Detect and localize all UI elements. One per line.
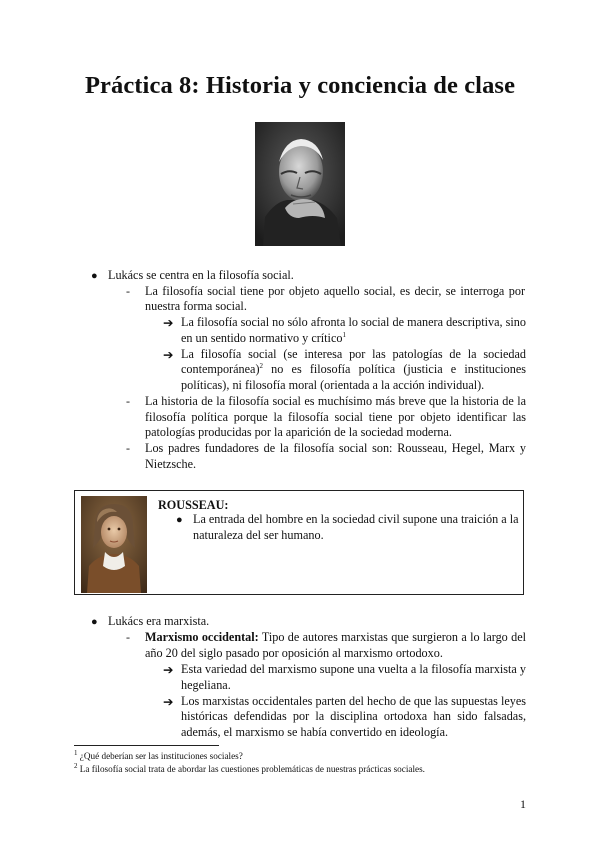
paragraph-line: hegeliana.: [181, 678, 231, 692]
paragraph-line: Esta variedad del marxismo supone una vuelta a la filosofía marxista y: [181, 662, 526, 676]
paragraph-line: históricas defendidas por la disciplina ortodoxa han sido falsadas,: [181, 709, 526, 723]
paragraph-line: Marxismo occidental: Tipo de autores marxistas que surgieron a lo largo del: [145, 630, 527, 644]
paragraph-line: en un sentido normativo y crítico$^1$: [181, 330, 346, 345]
paragraph-line: políticas), ni filosofía moral (orientada a la acción individual).: [181, 378, 485, 392]
dash-icon: -: [126, 630, 130, 644]
paragraph-line: La filosofía social (se interesa por las patologías de la sociedad: [181, 347, 526, 361]
footnote: $^1$ ¿Qué deberían ser las instituciones sociales?: [74, 748, 243, 761]
page-title: Práctica 8: Historia y conciencia de clase: [84, 72, 516, 99]
paragraph-line: Los padres fundadores de la filosofía social son: Rousseau, Hegel, Marx y: [145, 441, 526, 455]
dash-icon: -: [126, 284, 130, 298]
paragraph-line: La historia de la filosofía social es muchísimo más breve que la historia de la: [145, 394, 526, 408]
bullet-icon: ●: [91, 616, 98, 628]
paragraph-line: La filosofía social no sólo afronta lo social de manera descriptiva, sino: [181, 315, 526, 329]
footnote-ref: 2: [259, 361, 263, 370]
bullet-icon: ●: [176, 514, 183, 526]
paragraph-line: nuestra forma social.: [145, 299, 247, 313]
paragraph-line: naturaleza del ser humano.: [193, 528, 324, 542]
arrow-icon: ➔: [163, 663, 174, 677]
paragraph-line: patologías producidas por la aparición de la sociedad moderna.: [145, 425, 452, 439]
paragraph-line: La filosofía social tiene por objeto aquello social, es decir, se interroga por: [145, 284, 525, 298]
page-number: 1: [520, 797, 526, 811]
paragraph-line: Los marxistas occidentales parten del hecho de que las supuestas leyes: [181, 694, 526, 708]
paragraph-line: contemporánea)$^2$ no es filosofía política (justicia e instituciones: [181, 361, 526, 376]
bold-term: Marxismo occidental:: [145, 630, 259, 644]
paragraph-line: año 20 del siglo pasado por oposición al marxismo ortodoxo.: [145, 646, 443, 660]
paragraph-line: filosofía política porque la filosofía social tiene por objeto identificar las: [145, 410, 526, 424]
dash-icon: -: [126, 441, 130, 455]
paragraph-line: La entrada del hombre en la sociedad civil supone una traición a la: [193, 512, 519, 526]
bullet-icon: ●: [91, 270, 98, 282]
arrow-icon: ➔: [163, 316, 174, 330]
rousseau-portrait: [81, 496, 147, 593]
arrow-icon: ➔: [163, 695, 174, 709]
paragraph-line: Nietzsche.: [145, 457, 197, 471]
dash-icon: -: [126, 394, 130, 408]
arrow-icon: ➔: [163, 348, 174, 362]
footnote: $^2$ La filosofía social trata de abordar las cuestiones problemáticas de nuestras prácticas sociales.: [74, 761, 425, 774]
box-heading: ROUSSEAU:: [158, 498, 229, 512]
lukacs-portrait: [255, 122, 345, 246]
paragraph-line: además, el marxismo se había convertido en ideología.: [181, 725, 449, 739]
bullet-text: Lukács se centra en la filosofía social.: [108, 268, 294, 282]
footnote-divider: [74, 745, 219, 746]
bullet-text: Lukács era marxista.: [108, 614, 210, 628]
footnote-ref: 1: [342, 330, 346, 339]
